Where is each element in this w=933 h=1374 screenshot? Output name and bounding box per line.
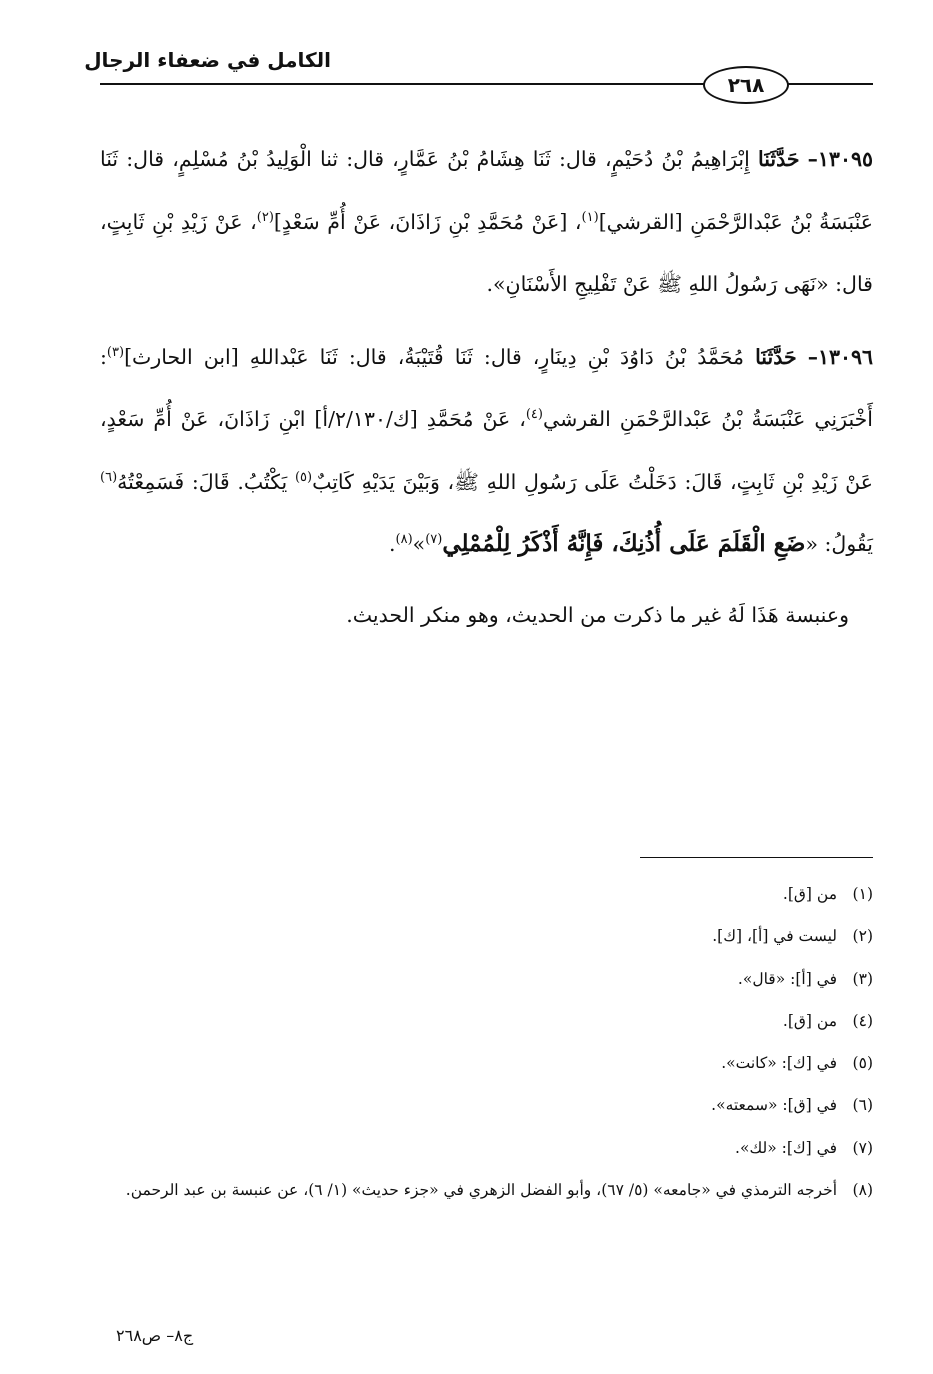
footnote-ref: (٥) <box>294 469 313 485</box>
footnote-item <box>100 915 873 957</box>
footnote-ref: (١) <box>581 209 599 225</box>
footnote-item <box>100 1127 873 1169</box>
hadith-13096 <box>100 326 873 576</box>
page-reference: ج٨– ص٢٦٨ <box>116 1326 194 1345</box>
footnote-text: في [ك]: «لك». <box>735 1138 837 1157</box>
hadith-text: ، عَنْ زَيْدِ بْنِ ثَابِتٍ، قال: «نَهَى رَسُولُ اللهِ ﷺ عَنْ تَفْلِيجِ الأَسْنَانِ». <box>100 209 873 296</box>
hadith-13095 <box>100 128 873 316</box>
hadith-text: إِبْرَاهِيمُ بْنُ دُحَيْمٍ، قال: ثَنَا هِشَامُ بْنُ عَمَّارٍ، قال: ثنا الْوَلِيدُ بْنُ مُسْلِمٍ، قال: ثَنَا عَنْبَسَةُ بْنُ عَبْدالرَّحْمَنِ [القرشي] <box>100 147 873 234</box>
footnote-item <box>100 1042 873 1084</box>
footnote-ref: (٢) <box>256 209 274 225</box>
footnote-text: ليست في [أ]، [ك]. <box>712 927 837 946</box>
footnote-number: (٣) <box>852 969 873 988</box>
footnote-item <box>100 1000 873 1042</box>
footnote-ref: (٤) <box>525 407 543 423</box>
footnote-text: في [أ]: «قال». <box>737 969 837 988</box>
footnote-text: في [ق]: «سمعته». <box>711 1096 837 1115</box>
footnote-item <box>100 873 873 915</box>
hadith-lead-word: حَدَّثَنَا <box>757 147 800 171</box>
prophetic-quote: ضَعِ الْقَلَمَ عَلَى أُذُنِكَ، فَإِنَّهُ أَذْكَرُ لِلْمُمْلِي <box>442 530 806 557</box>
hadith-text: يَكْتُبُ. قَالَ: فَسَمِعْتُهُ <box>117 469 295 494</box>
footnote-text: في [ك]: «كانت». <box>721 1054 837 1073</box>
footnote-number: (٨) <box>852 1181 873 1200</box>
footnote-rule <box>640 857 873 858</box>
hadith-dash: – <box>807 147 818 171</box>
footnote-number: (١) <box>852 885 873 903</box>
main-text <box>100 128 873 646</box>
hadith-lead-word: حَدَّثَنَا <box>755 344 797 369</box>
footnote-number: (٤) <box>852 1011 873 1030</box>
footnote-text: أخرجه الترمذي في «جامعه» (٥/ ٦٧)، وأبو الفضل الزهري في «جزء حديث» (١/ ٦)، عن عنبسة بن عبد الرحمن. <box>125 1181 837 1200</box>
hadith-text: ، [عَنْ مُحَمَّدِ بْنِ زَاذَانَ، عَنْ أُمِّ سَعْدٍ] <box>273 209 582 234</box>
hadith-text: ، عَنْ مُحَمَّدِ [ك/٢/١٣٠/أ] ابْنِ زَاذَانَ، عَنْ أُمِّ سَعْدٍ، عَنْ زَيْدِ بْنِ ثَابِتٍ، قَالَ: دَخَلْتُ عَلَى رَسُولِ اللهِ ﷺ، وَبَيْنَ يَدَيْهِ كَاتِبٌ <box>100 407 874 494</box>
hadith-dash: – <box>807 344 818 369</box>
footnote-item <box>100 1084 873 1126</box>
page-number-badge <box>703 66 789 104</box>
hadith-text: . <box>388 532 396 556</box>
footnote-text: من [ق]. <box>782 885 837 903</box>
running-header-title: الكامل في ضعفاء الرجال <box>84 48 331 72</box>
footnote-item <box>100 958 873 1000</box>
footnotes <box>100 873 873 1211</box>
hadith-number: ١٣٠٩٦ <box>817 344 873 369</box>
footnote-text: من [ق]. <box>782 1011 837 1030</box>
footnote-ref: (٧) <box>425 532 443 548</box>
hadith-number: ١٣٠٩٥ <box>817 147 873 171</box>
footnote-ref: (٦) <box>100 469 118 485</box>
footnote-number: (٢) <box>852 927 873 946</box>
footnote-ref: (٨) <box>395 532 413 548</box>
hadith-text: يَقُولُ: « <box>805 532 873 556</box>
hadith-text: مُحَمَّدُ بْنُ دَاوُدَ بْنِ دِينَارٍ، قال: ثَنَا قُتَيْبَةُ، قال: ثَنَا عَبْداللهِ [ابن الحارث] <box>124 344 756 369</box>
footnote-number: (٧) <box>852 1138 873 1157</box>
footnote-number: (٥) <box>852 1054 873 1073</box>
footnote-ref: (٣) <box>106 344 125 360</box>
hadith-text: : أَخْبَرَنِي عَنْبَسَةُ بْنُ عَبْدالرَّحْمَنِ القرشي <box>100 344 873 431</box>
closing-remark: وعنبسة هَذَا لَهُ غير ما ذكرت من الحديث، وهو منكر الحديث. <box>346 602 849 627</box>
footnote-item <box>100 1169 873 1211</box>
footnote-number: (٦) <box>852 1096 873 1115</box>
page-number: ٢٦٨ <box>727 73 765 97</box>
hadith-text: » <box>412 532 426 556</box>
